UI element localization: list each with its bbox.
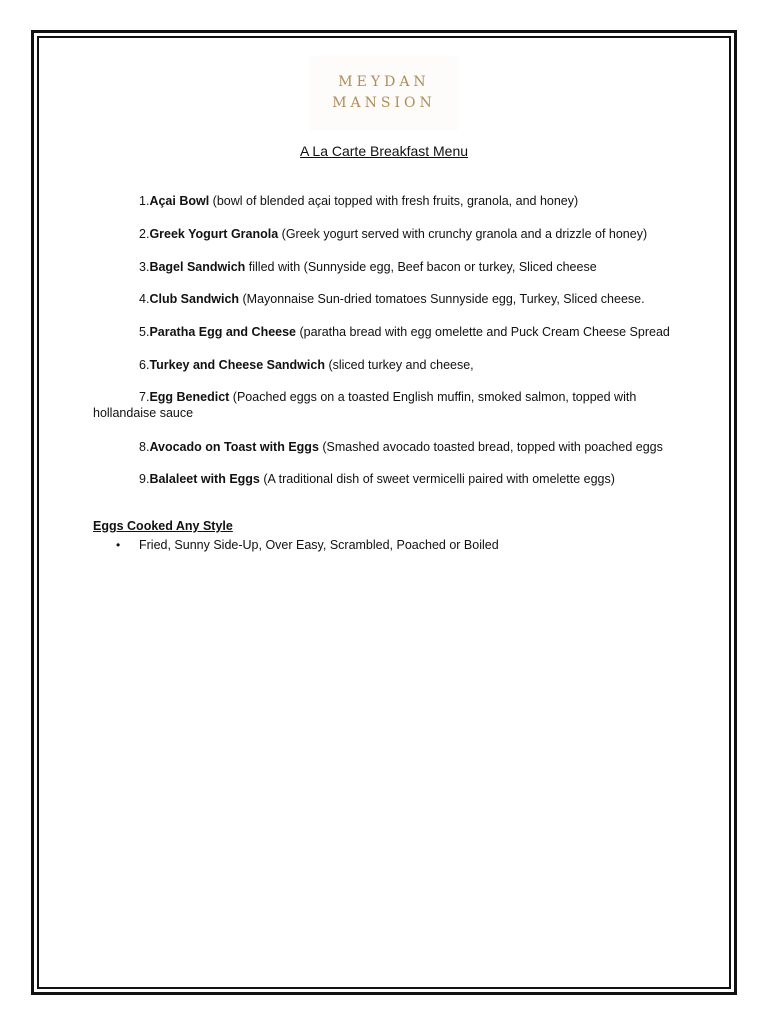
item-description: (bowl of blended açai topped with fresh fruits, granola, and honey)	[209, 194, 579, 208]
menu-item-5	[93, 324, 683, 340]
eggs-bullet-item	[116, 537, 499, 553]
item-number: 9.	[139, 472, 150, 486]
item-name: Turkey and Cheese Sandwich	[149, 358, 325, 372]
bullet-icon: •	[116, 538, 121, 552]
item-name: Bagel Sandwich	[149, 260, 246, 274]
item-name: Balaleet with Eggs	[149, 472, 260, 486]
item-name: Egg Benedict	[149, 390, 230, 404]
menu-item-9	[93, 471, 683, 487]
item-number: 5.	[139, 325, 150, 339]
item-name: Paratha Egg and Cheese	[149, 325, 297, 339]
page-border-inner	[37, 36, 731, 989]
menu-title: A La Carte Breakfast Menu	[299, 143, 469, 159]
item-description: filled with (Sunnyside egg, Beef bacon or turkey, Sliced cheese	[245, 260, 597, 274]
item-number: 1.	[139, 194, 150, 208]
item-name: Club Sandwich	[149, 292, 240, 306]
item-number: 2.	[139, 227, 150, 241]
logo-line-1: MEYDAN	[338, 74, 430, 90]
item-number: 3.	[139, 260, 150, 274]
item-description: (Greek yogurt served with crunchy granola and a drizzle of honey)	[278, 227, 648, 241]
item-number: 4.	[139, 292, 150, 306]
item-description: (A traditional dish of sweet vermicelli paired with omelette eggs)	[259, 472, 615, 486]
menu-item-7	[93, 389, 683, 421]
menu-item-1	[93, 193, 683, 209]
eggs-styles-text: Fried, Sunny Side-Up, Over Easy, Scrambled, Poached or Boiled	[139, 538, 499, 552]
menu-item-3	[93, 259, 683, 275]
item-name: Greek Yogurt Granola	[149, 227, 279, 241]
item-number: 8.	[139, 440, 150, 454]
item-description: (paratha bread with egg omelette and Puck Cream Cheese Spread	[296, 325, 670, 339]
menu-item-2	[93, 226, 683, 242]
logo-line-2: MANSION	[332, 95, 436, 111]
menu-item-6	[93, 357, 683, 373]
menu-item-8	[93, 439, 683, 455]
item-name: Açai Bowl	[149, 194, 210, 208]
item-number: 7.	[139, 390, 150, 404]
item-description: (sliced turkey and cheese,	[324, 358, 474, 372]
item-description: (Poached eggs on a toasted English muffin, smoked salmon, topped with hollandaise sauce	[93, 390, 637, 420]
item-name: Avocado on Toast with Eggs	[149, 440, 319, 454]
menu-item-4	[93, 291, 683, 307]
page-border	[31, 30, 737, 995]
item-number: 6.	[139, 358, 150, 372]
meydan-mansion-logo	[310, 56, 458, 130]
item-description: (Mayonnaise Sun-dried tomatoes Sunnyside egg, Turkey, Sliced cheese.	[239, 292, 645, 306]
item-description: (Smashed avocado toasted bread, topped with poached eggs	[318, 440, 663, 454]
eggs-section-title: Eggs Cooked Any Style	[93, 519, 233, 533]
